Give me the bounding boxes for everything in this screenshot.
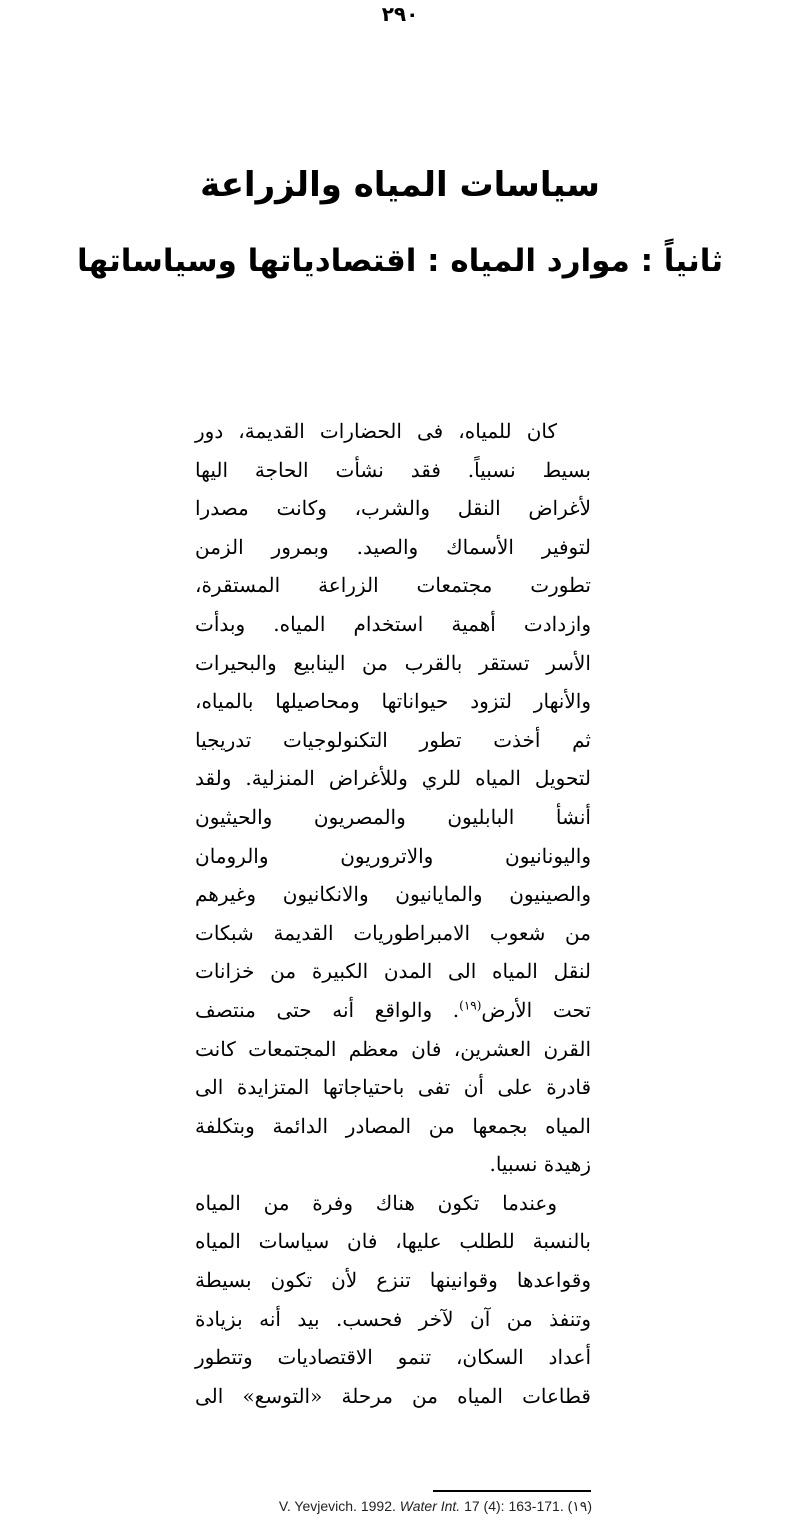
text-line: الأسر تستقر بالقرب من الينابيع والبحيرات xyxy=(195,650,591,675)
footnote-journal: Water Int. xyxy=(399,1498,461,1514)
text-line: والأنهار لتزود حيواناتها ومحاصيلها بالمياه، xyxy=(195,689,591,714)
text-line: تطورت مجتمعات الزراعة المستقرة، xyxy=(195,573,591,598)
text-line: وازدادت أهمية استخدام المياه. وبدأت xyxy=(195,611,591,636)
text-line: من شعوب الامبراطوريات القديمة شبكات xyxy=(195,920,591,945)
text-segment: . والواقع أنه حتى منتصف xyxy=(195,997,460,1022)
text-line: لأغراض النقل والشرب، وكانت مصدرا xyxy=(195,496,591,521)
text-line: أنشأ البابليون والمصريون والحيثيون xyxy=(195,804,591,829)
footnote-number: (١٩) xyxy=(567,1498,592,1514)
text-line: لتحويل المياه للري وللأغراض المنزلية. ولقد xyxy=(195,766,591,791)
text-line: زهيدة نسبيا. xyxy=(489,1152,591,1177)
text-line: واليونانيون والاتروريون والرومان xyxy=(195,843,591,868)
text-line: كان للمياه، فى الحضارات القديمة، دور xyxy=(195,419,557,443)
text-line: وقواعدها وقوانينها تنزع لأن تكون بسيطة xyxy=(195,1268,591,1293)
footnote-divider xyxy=(433,1490,591,1492)
page-number: ٢٩٠ xyxy=(381,2,419,26)
text-line: لنقل المياه الى المدن الكبيرة من خزانات xyxy=(195,959,591,984)
section-subtitle: ثانياً : موارد المياه : اقتصادياتها وسياساتها xyxy=(76,243,724,279)
text-line: وعندما تكون هناك وفرة من المياه xyxy=(195,1190,557,1215)
text-segment: تحت الأرض xyxy=(481,997,591,1022)
text-line: ثم أخذت تطور التكنولوجيات تدريجيا xyxy=(195,727,591,752)
text-line: بالنسبة للطلب عليها، فان سياسات المياه xyxy=(195,1229,591,1254)
text-line: القرن العشرين، فان معظم المجتمعات كانت xyxy=(195,1036,591,1061)
footnote-reference[interactable]: (١٩) xyxy=(459,998,482,1013)
text-line-with-reference xyxy=(195,991,591,1030)
footnote-details: 17 (4): 163-171. xyxy=(464,1498,564,1514)
text-line: وتنفذ من آن لآخر فحسب. بيد أنه بزيادة xyxy=(195,1306,591,1331)
text-line: والصينيون والمايانيون والانكانيون وغيرهم xyxy=(195,882,591,907)
footnote-author: V. Yevjevich. 1992. xyxy=(278,1498,396,1514)
text-line: المياه بجمعها من المصادر الدائمة وبتكلفة xyxy=(195,1113,591,1138)
footnote xyxy=(200,1498,592,1515)
text-line: بسيط نسبياً. فقد نشأت الحاجة اليها xyxy=(195,457,591,482)
body-text xyxy=(195,412,591,1415)
text-line: أعداد السكان، تنمو الاقتصاديات وتتطور xyxy=(195,1345,591,1370)
text-line: قطاعات المياه من مرحلة «التوسع» الى xyxy=(195,1383,591,1408)
text-line: قادرة على أن تفى باحتياجاتها المتزايدة الى xyxy=(195,1075,591,1100)
text-line: لتوفير الأسماك والصيد. وبمرور الزمن xyxy=(195,534,591,559)
chapter-title: سياسات المياه والزراعة xyxy=(200,165,600,205)
